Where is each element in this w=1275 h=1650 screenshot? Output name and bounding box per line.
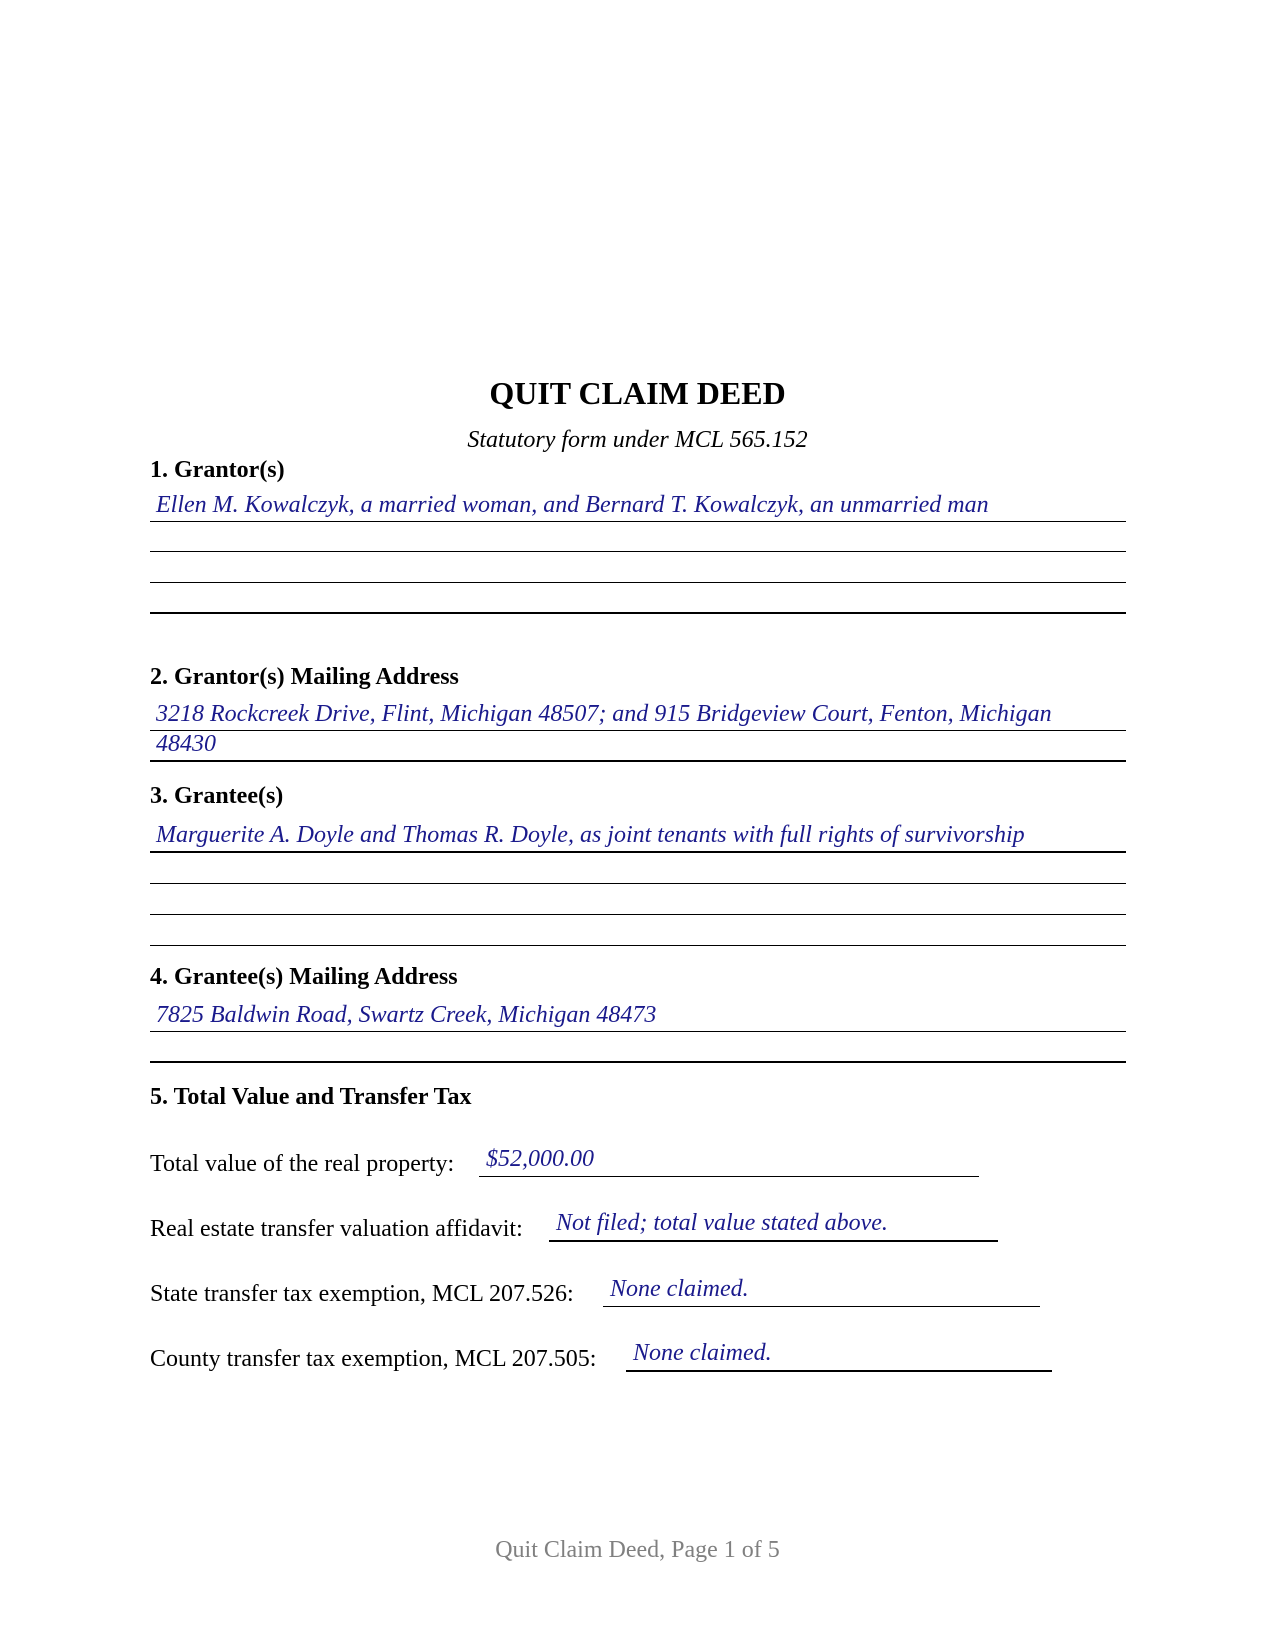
document-title: QUIT CLAIM DEED: [489, 375, 786, 411]
document-subtitle: Statutory form under MCL 565.152: [467, 427, 808, 453]
grantees-line-1-text: Marguerite A. Doyle and Thomas R. Doyle, as joint tenants with full rights of survivorship: [156, 822, 1025, 848]
valuation-affidavit-field[interactable]: [549, 1210, 998, 1242]
state-exemption-field[interactable]: [603, 1275, 1040, 1307]
grantees-line-2[interactable]: [150, 853, 1126, 884]
grantor-address-line-1-text: 3218 Rockcreek Drive, Flint, Michigan 48507; and 915 Bridgeview Court, Fenton, Michigan: [156, 701, 1052, 727]
grantees-heading: 3. Grantee(s): [150, 783, 284, 809]
page-footer: Quit Claim Deed, Page 1 of 5: [495, 1537, 780, 1563]
grantor-address-line-2[interactable]: [150, 731, 1126, 762]
county-exemption-label: County transfer tax exemption, MCL 207.505:: [150, 1346, 597, 1372]
county-exemption-field[interactable]: [626, 1340, 1052, 1372]
grantors-line-3[interactable]: [150, 552, 1126, 583]
state-exemption-text: None claimed.: [610, 1276, 749, 1302]
grantee-address-line-2[interactable]: [150, 1032, 1126, 1063]
grantee-address-line-1-text: 7825 Baldwin Road, Swartz Creek, Michigan 48473: [156, 1002, 657, 1028]
grantor-address-line-2-text: 48430: [156, 731, 216, 757]
grantors-heading: 1. Grantor(s): [150, 457, 285, 483]
valuation-affidavit-text: Not filed; total value stated above.: [556, 1210, 888, 1236]
grantee-address-line-1[interactable]: [150, 1001, 1126, 1032]
grantees-line-4[interactable]: [150, 915, 1126, 946]
grantors-line-4[interactable]: [150, 583, 1126, 614]
grantors-line-2[interactable]: [150, 521, 1126, 552]
grantors-line-1-text: Ellen M. Kowalczyk, a married woman, and Bernard T. Kowalczyk, an unmarried man: [156, 492, 989, 518]
county-exemption-text: None claimed.: [633, 1340, 772, 1366]
grantee-address-heading: 4. Grantee(s) Mailing Address: [150, 964, 458, 990]
grantor-address-heading: 2. Grantor(s) Mailing Address: [150, 664, 459, 690]
grantees-line-3[interactable]: [150, 884, 1126, 915]
total-value-text: $52,000.00: [486, 1146, 594, 1172]
grantees-line-1[interactable]: [150, 822, 1126, 853]
valuation-affidavit-label: Real estate transfer valuation affidavit:: [150, 1216, 523, 1242]
value-tax-heading: 5. Total Value and Transfer Tax: [150, 1084, 472, 1110]
total-value-field[interactable]: [479, 1145, 979, 1177]
grantors-line-1[interactable]: [150, 491, 1126, 522]
total-value-label: Total value of the real property:: [150, 1151, 455, 1177]
grantor-address-line-1[interactable]: [150, 700, 1126, 731]
state-exemption-label: State transfer tax exemption, MCL 207.526:: [150, 1281, 574, 1307]
